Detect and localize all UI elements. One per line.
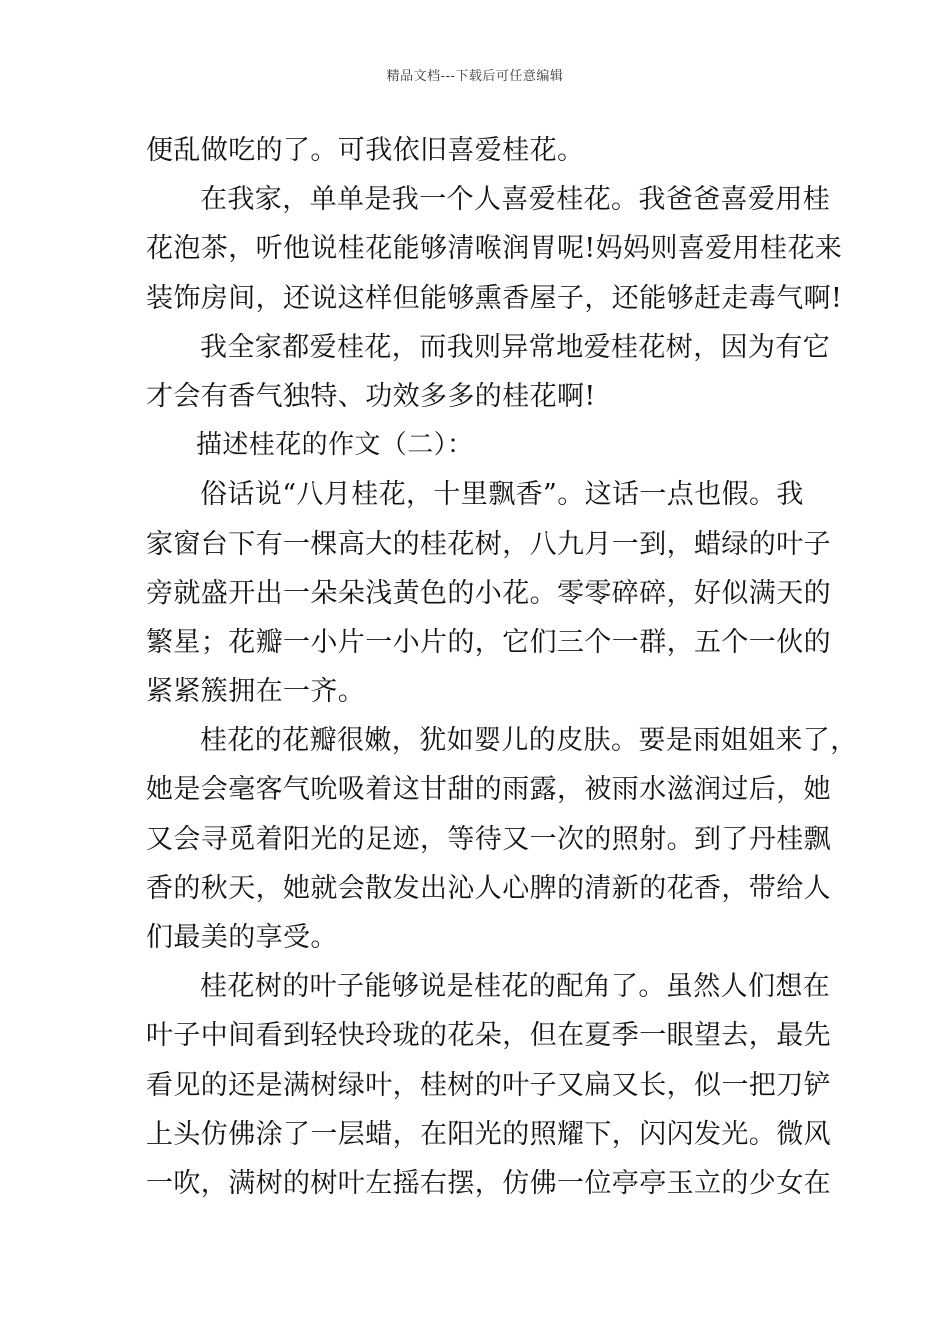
text-line: 紧紧簇拥在一齐。 — [146, 676, 366, 708]
section-heading: 描述桂花的作文（二）： — [196, 430, 474, 461]
text-line: 装饰房间，还说这样但能够熏香屋子，还能够赶走毒气啊! — [146, 282, 843, 314]
text-line: 便乱做吃的了。可我依旧喜爱桂花。 — [146, 135, 585, 166]
text-line: 繁星；花瓣一小片一小片的，它们三个一群，五个一伙的 — [146, 626, 831, 658]
text-line: 家窗台下有一棵高大的桂花树，八九月一到，蜡绿的叶子 — [146, 528, 831, 560]
text-line: 旁就盛开出一朵朵浅黄色的小花。零零碎碎，好似满天的 — [146, 577, 831, 609]
text-line: 看见的还是满树绿叶，桂树的叶子又扁又长，似一把刀铲 — [146, 1069, 831, 1101]
text-line: 又会寻觅着阳光的足迹，等待又一次的照射。到了丹桂飘 — [146, 823, 831, 855]
text-line: 们最美的享受。 — [146, 922, 338, 953]
text-line: 桂花树的叶子能够说是桂花的配角了。虽然人们想在 — [200, 971, 831, 1003]
text-line: 香的秋天，她就会散发出沁人心脾的清新的花香，带给人 — [146, 872, 831, 904]
text-line: 叶子中间看到轻快玲珑的花朵，但在夏季一眼望去，最先 — [146, 1020, 831, 1052]
text-line: 她是会毫客气吮吸着这甘甜的雨露，被雨水滋润过后，她 — [146, 774, 831, 806]
page-header: 精品文档---下载后可任意编辑 — [386, 69, 564, 84]
text-line: 桂花的花瓣很嫩，犹如婴儿的皮肤。要是雨姐姐来了， — [200, 725, 858, 757]
text-line: 才会有香气独特、功效多多的桂花啊! — [146, 380, 596, 412]
text-line: 花泡茶，听他说桂花能够清喉润胃呢!妈妈则喜爱用桂花来 — [146, 233, 843, 265]
text-line: 上头仿佛涂了一层蜡，在阳光的照耀下，闪闪发光。微风 — [146, 1118, 831, 1150]
document-body — [146, 126, 858, 1208]
text-line: 在我家，单单是我一个人喜爱桂花。我爸爸喜爱用桂 — [200, 184, 831, 216]
text-line: 我全家都爱桂花，而我则异常地爱桂花树，因为有它 — [200, 331, 831, 363]
text-line: 俗话说“八月桂花，十里飘香”。这话一点也假。我 — [200, 479, 804, 511]
text-line: 一吹，满树的树叶左摇右摆，仿佛一位亭亭玉立的少女在 — [146, 1167, 831, 1199]
